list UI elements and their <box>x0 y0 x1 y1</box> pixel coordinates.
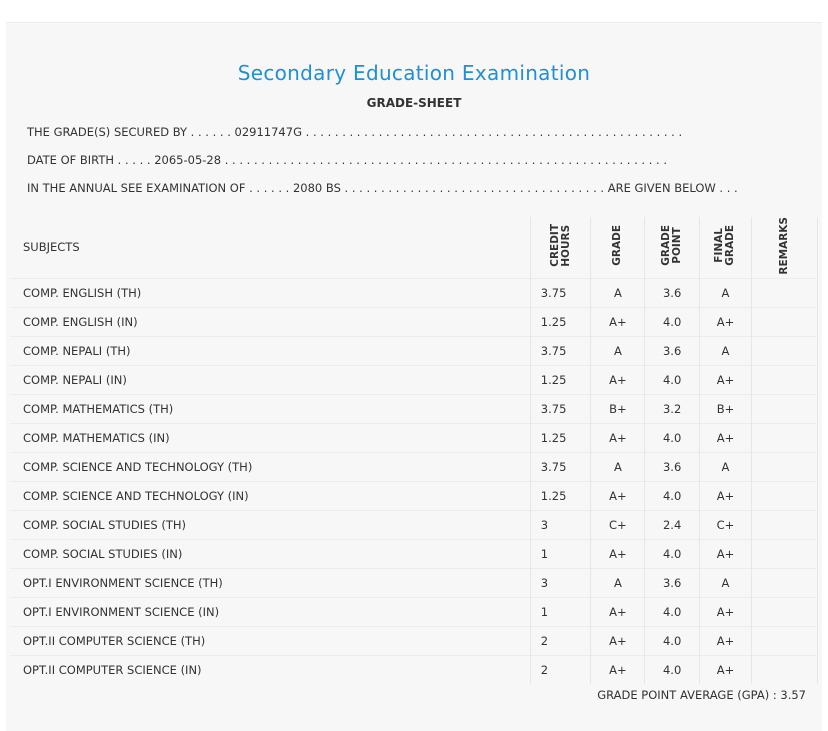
grade-cell: A+ <box>591 423 645 452</box>
grade-point-cell: 4.0 <box>645 481 699 510</box>
remarks-cell <box>752 365 818 394</box>
table-row <box>10 278 818 307</box>
table-row <box>10 597 818 626</box>
final-grade-cell: A+ <box>699 655 751 684</box>
secured-by-line: THE GRADE(S) SECURED BY . . . . . . 02911747G . . . . . . . . . . . . . . . . . . . . . . . . . . . . . . . . . . . . . . . . . . . . . . . . . . . . <box>27 125 683 139</box>
remarks-cell <box>752 481 818 510</box>
final-grade-cell: A <box>699 452 751 481</box>
subject-cell: OPT.II COMPUTER SCIENCE (TH) <box>10 626 530 655</box>
grade-point-cell: 4.0 <box>645 597 699 626</box>
header-subjects: SUBJECTS <box>23 240 80 255</box>
header-grade-label: GRADE <box>611 225 624 267</box>
table-row <box>10 568 818 597</box>
grade-point-cell: 4.0 <box>645 539 699 568</box>
final-grade-cell: A+ <box>699 597 751 626</box>
credit-hours-cell: 3.75 <box>530 394 590 423</box>
table-row <box>10 481 818 510</box>
grade-point-cell: 3.6 <box>645 568 699 597</box>
remarks-cell <box>752 278 818 307</box>
grade-cell: A+ <box>591 481 645 510</box>
grade-cell: A+ <box>591 626 645 655</box>
table-row <box>10 510 818 539</box>
remarks-cell <box>752 423 818 452</box>
final-grade-cell: A <box>699 336 751 365</box>
header-remarks <box>752 217 818 278</box>
header-grade <box>591 217 645 278</box>
grade-point-cell: 3.6 <box>645 452 699 481</box>
grade-cell: A+ <box>591 307 645 336</box>
credit-hours-cell: 3 <box>530 568 590 597</box>
credit-hours-cell: 3.75 <box>530 336 590 365</box>
grade-cell: A <box>591 336 645 365</box>
final-grade-cell: A+ <box>699 423 751 452</box>
remarks-cell <box>752 452 818 481</box>
credit-hours-cell: 2 <box>530 655 590 684</box>
credit-hours-cell: 1.25 <box>530 365 590 394</box>
subject-cell: COMP. SCIENCE AND TECHNOLOGY (IN) <box>10 481 530 510</box>
subject-cell: COMP. MATHEMATICS (IN) <box>10 423 530 452</box>
table-row <box>10 655 818 684</box>
page-title: Secondary Education Examination <box>237 61 591 85</box>
credit-hours-cell: 1.25 <box>530 423 590 452</box>
grade-cell: A+ <box>591 597 645 626</box>
credit-hours-cell: 3.75 <box>530 452 590 481</box>
grade-cell: C+ <box>591 510 645 539</box>
grade-cell: A <box>591 452 645 481</box>
subject-cell: COMP. MATHEMATICS (TH) <box>10 394 530 423</box>
final-grade-cell: C+ <box>699 510 751 539</box>
subject-cell: COMP. SOCIAL STUDIES (IN) <box>10 539 530 568</box>
table-row <box>10 423 818 452</box>
grade-point-cell: 4.0 <box>645 655 699 684</box>
grade-cell: B+ <box>591 394 645 423</box>
final-grade-cell: A <box>699 278 751 307</box>
grade-point-cell: 3.2 <box>645 394 699 423</box>
grade-point-cell: 4.0 <box>645 423 699 452</box>
header-grade-point <box>645 217 699 278</box>
final-grade-cell: A+ <box>699 365 751 394</box>
credit-hours-cell: 1 <box>530 597 590 626</box>
subject-cell: COMP. ENGLISH (TH) <box>10 278 530 307</box>
credit-hours-cell: 1 <box>530 539 590 568</box>
subject-cell: COMP. ENGLISH (IN) <box>10 307 530 336</box>
credit-hours-cell: 2 <box>530 626 590 655</box>
credit-hours-cell: 1.25 <box>530 481 590 510</box>
grade-cell: A <box>591 278 645 307</box>
header-credit-hours-label: CREDIT HOURS <box>548 224 572 268</box>
remarks-cell <box>752 539 818 568</box>
grades-table <box>10 217 818 684</box>
subject-cell: OPT.I ENVIRONMENT SCIENCE (IN) <box>10 597 530 626</box>
final-grade-cell: B+ <box>699 394 751 423</box>
grade-cell: A+ <box>591 655 645 684</box>
subject-cell: COMP. SOCIAL STUDIES (TH) <box>10 510 530 539</box>
remarks-cell <box>752 307 818 336</box>
page-subtitle: GRADE-SHEET <box>366 96 462 110</box>
grade-point-cell: 3.6 <box>645 278 699 307</box>
grade-point-cell: 2.4 <box>645 510 699 539</box>
header-credit-hours <box>530 217 590 278</box>
final-grade-cell: A+ <box>699 481 751 510</box>
table-body <box>10 278 818 684</box>
subject-cell: OPT.II COMPUTER SCIENCE (IN) <box>10 655 530 684</box>
date-of-birth-line: DATE OF BIRTH . . . . . 2065-05-28 . . . . . . . . . . . . . . . . . . . . . . . . . . . . . . . . . . . . . . . . . . . . . . . . . . . . . . . . . . . . . <box>27 153 668 167</box>
grade-point-cell: 4.0 <box>645 626 699 655</box>
table-row <box>10 626 818 655</box>
table-row <box>10 452 818 481</box>
header-final-grade <box>699 217 751 278</box>
table-header-row <box>10 217 818 278</box>
table-row <box>10 307 818 336</box>
grade-cell: A+ <box>591 365 645 394</box>
grade-point-cell: 4.0 <box>645 307 699 336</box>
remarks-cell <box>752 510 818 539</box>
table-row <box>10 394 818 423</box>
subject-cell: COMP. NEPALI (IN) <box>10 365 530 394</box>
gpa-summary: GRADE POINT AVERAGE (GPA) : 3.57 <box>597 688 806 702</box>
credit-hours-cell: 3 <box>530 510 590 539</box>
credit-hours-cell: 1.25 <box>530 307 590 336</box>
subject-cell: COMP. NEPALI (TH) <box>10 336 530 365</box>
table-row <box>10 539 818 568</box>
table-row <box>10 365 818 394</box>
credit-hours-cell: 3.75 <box>530 278 590 307</box>
table-row <box>10 336 818 365</box>
grade-sheet-panel <box>6 22 822 731</box>
remarks-cell <box>752 655 818 684</box>
remarks-cell <box>752 597 818 626</box>
grade-point-cell: 3.6 <box>645 336 699 365</box>
final-grade-cell: A+ <box>699 307 751 336</box>
grade-cell: A <box>591 568 645 597</box>
subject-cell: COMP. SCIENCE AND TECHNOLOGY (TH) <box>10 452 530 481</box>
final-grade-cell: A+ <box>699 539 751 568</box>
final-grade-cell: A <box>699 568 751 597</box>
header-final-grade-label: FINAL GRADE <box>713 225 737 267</box>
header-remarks-label: REMARKS <box>778 217 791 275</box>
remarks-cell <box>752 336 818 365</box>
remarks-cell <box>752 626 818 655</box>
subject-cell: OPT.I ENVIRONMENT SCIENCE (TH) <box>10 568 530 597</box>
grade-point-cell: 4.0 <box>645 365 699 394</box>
header-grade-point-label: GRADE POINT <box>660 225 684 267</box>
grade-cell: A+ <box>591 539 645 568</box>
final-grade-cell: A+ <box>699 626 751 655</box>
remarks-cell <box>752 394 818 423</box>
remarks-cell <box>752 568 818 597</box>
exam-line: IN THE ANNUAL SEE EXAMINATION OF . . . . . . 2080 BS . . . . . . . . . . . . . . . . . . . . . . . . . . . . . . . . . . . . ARE GIVEN BELOW . . . <box>27 181 738 195</box>
